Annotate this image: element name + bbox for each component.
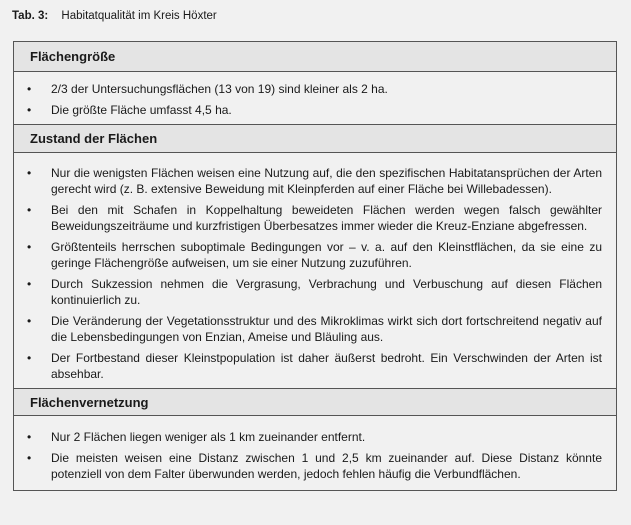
bullet-icon: • [27, 203, 32, 217]
list-item-text: Bei den mit Schafen in Koppelhaltung beweideten Flächen werden wegen falsch gewählter Beweidungszeiträume und kurzfristigen Überbesatzes immer wieder die Kreuz-Enziane abgefressen. [51, 203, 602, 233]
section-body-vernetzung [14, 416, 616, 490]
section-heading-text: Flächengröße [30, 49, 116, 64]
bullet-icon: • [27, 277, 32, 291]
list-item [14, 102, 616, 118]
section-heading-text: Flächenvernetzung [30, 394, 149, 410]
caption-label: Tab. 3: [12, 10, 49, 22]
list-item [14, 81, 616, 97]
list-item [14, 276, 616, 308]
bullet-icon: • [27, 430, 32, 444]
list-item-text: Die meisten weisen eine Distanz zwischen 1 und 2,5 km zueinander auf. Diese Distanz könnte potenziell von dem Falter überwunden werden, jedoch fehlen häufig die Verbundflächen. [51, 451, 602, 481]
section-body-zustand [14, 153, 616, 388]
bullet-icon: • [27, 351, 32, 365]
caption-title: Habitatqualität im Kreis Höxter [61, 10, 217, 22]
bullet-icon: • [27, 314, 32, 328]
table-caption [12, 10, 217, 22]
bullet-icon: • [27, 166, 32, 180]
list-item [14, 202, 616, 234]
habitat-quality-table [13, 41, 617, 491]
section-heading-vernetzung [14, 388, 616, 416]
bullet-list [14, 81, 616, 118]
bullet-icon: • [27, 240, 32, 254]
list-item-text: 2/3 der Untersuchungsflächen (13 von 19) sind kleiner als 2 ha. [51, 82, 388, 96]
list-item [14, 239, 616, 271]
list-item-text: Größtenteils herrschen suboptimale Bedingungen vor – v. a. auf den Kleinstflächen, da sie eine zu geringe Flächengröße aufweisen, um sie einer Nutzung zuzuführen. [51, 240, 602, 270]
bullet-icon: • [27, 82, 32, 96]
list-item [14, 165, 616, 197]
bullet-icon: • [27, 451, 32, 465]
list-item [14, 429, 616, 445]
section-heading-zustand [14, 124, 616, 153]
list-item-text: Durch Sukzession nehmen die Vergrasung, Verbrachung und Verbuschung auf diesen Flächen kontinuierlich zu. [51, 277, 602, 307]
list-item-text: Nur die wenigsten Flächen weisen eine Nutzung auf, die den spezifischen Habitatansprüchen der Arten gerecht wird (z. B. extensive Beweidung mit Kleinpferden auf einer Fläche bei Willebadessen). [51, 166, 602, 196]
list-item [14, 350, 616, 382]
list-item-text: Nur 2 Flächen liegen weniger als 1 km zueinander entfernt. [51, 430, 366, 444]
bullet-list [14, 165, 616, 382]
section-heading-text: Zustand der Flächen [30, 131, 158, 146]
bullet-icon: • [27, 103, 32, 117]
section-body-flaechengroesse [14, 72, 616, 124]
list-item-text: Die Veränderung der Vegetationsstruktur und des Mikroklimas wirkt sich dort fortschreitend negativ auf die Lebensbedingungen von Enzian, Ameise und Bläuling aus. [51, 314, 602, 344]
list-item [14, 450, 616, 482]
bullet-list [14, 429, 616, 482]
list-item [14, 313, 616, 345]
list-item-text: Der Fortbestand dieser Kleinstpopulation ist daher äußerst bedroht. Ein Verschwinden der Arten ist absehbar. [51, 351, 602, 381]
section-heading-flaechengroesse [14, 42, 616, 72]
list-item-text: Die größte Fläche umfasst 4,5 ha. [51, 103, 232, 117]
